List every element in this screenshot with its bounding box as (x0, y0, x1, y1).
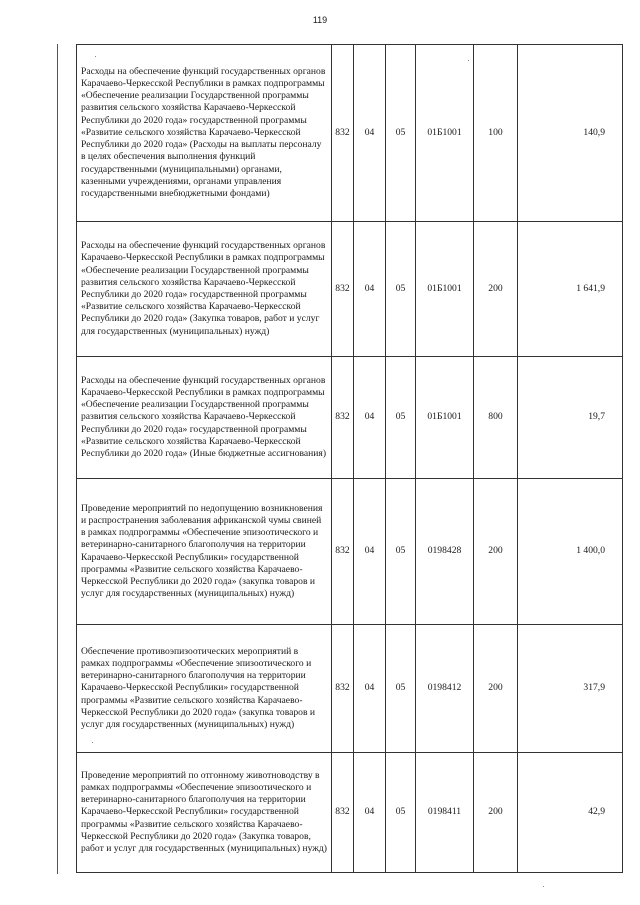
section-code: 04 (354, 222, 386, 357)
row-description: Проведение мероприятий по отгонному животноводству в рамках подпрограммы «Обеспечение эпизоотического и ветеринарно-санитарного благополучия на территории Карачаево-Черкесской Республики» государственной программы «Развитие сельского хозяйства Карачаево-Черкесской Республики до 2020 года» (Закупка товаров, работ и услуг для государственных (муниципальных) нужд) (77, 753, 332, 873)
expense-type-code: 200 (474, 625, 518, 753)
target-article-code: 01Б1001 (416, 357, 474, 479)
target-article-code: 01Б1001 (416, 45, 474, 222)
page-number: 119 (312, 15, 328, 25)
section-code: 04 (354, 357, 386, 479)
subsection-code: 05 (386, 753, 416, 873)
target-article-code: 01Б1001 (416, 222, 474, 357)
ministry-code: 832 (332, 45, 354, 222)
row-description: Расходы на обеспечение функций государственных органов Карачаево-Черкесской Республики в рамках подпрограммы «Обеспечение реализации Государственной программы развития сельского хозяйства Карачаево-Черкесской Республики до 2020 года» государственной программы «Развитие сельского хозяйства Карачаево-Черкесской Республики до 2020 года» (Закупка товаров, работ и услуг для государственных (муниципальных) нужд) (77, 222, 332, 357)
row-description: Расходы на обеспечение функций государственных органов Карачаево-Черкесской Республики в рамках подпрограммы «Обеспечение реализации Государственной программы развития сельского хозяйства Карачаево-Черкесской Республики до 2020 года» государственной программы «Развитие сельского хозяйства Карачаево-Черкесской Республики до 2020 года» (Иные бюджетные ассигнования) (77, 357, 332, 479)
subsection-code: 05 (386, 625, 416, 753)
ministry-code: 832 (332, 357, 354, 479)
subsection-code: 05 (386, 222, 416, 357)
section-code: 04 (354, 45, 386, 222)
expense-type-code: 200 (474, 222, 518, 357)
ministry-code: 832 (332, 222, 354, 357)
expense-type-code: 100 (474, 45, 518, 222)
ministry-code: 832 (332, 753, 354, 873)
target-article-code: 0198412 (416, 625, 474, 753)
scan-speck (468, 60, 469, 61)
expense-type-code: 200 (474, 753, 518, 873)
amount-value: 1 641,9 (518, 222, 623, 357)
section-code: 04 (354, 479, 386, 625)
ministry-code: 832 (332, 625, 354, 753)
amount-value: 317,9 (518, 625, 623, 753)
target-article-code: 0198411 (416, 753, 474, 873)
row-description: Обеспечение противоэпизоотических мероприятий в рамках подпрограммы «Обеспечение эпизоотического и ветеринарно-санитарного благополучия на территории Карачаево-Черкесской Республики» государственной программы «Развитие сельского хозяйства Карачаево-Черкесской Республики до 2020 года» (закупка товаров и услуг для государственных (муниципальных) нужд) (77, 625, 332, 753)
row-description: Расходы на обеспечение функций государственных органов Карачаево-Черкесской Республики в рамках подпрограммы «Обеспечение реализации Государственной программы развития сельского хозяйства Карачаево-Черкесской Республики до 2020 года» государственной программы «Развитие сельского хозяйства Карачаево-Черкесской Республики до 2020 года» (Расходы на выплаты персоналу в целях обеспечения выполнения функций государственными (муниципальными) органами, казенными учреждениями, органами управления государственными внебюджетными фондами) (77, 45, 332, 222)
amount-value: 19,7 (518, 357, 623, 479)
table-row (77, 222, 623, 357)
expense-type-code: 200 (474, 479, 518, 625)
subsection-code: 05 (386, 357, 416, 479)
target-article-code: 0198428 (416, 479, 474, 625)
table-row (77, 357, 623, 479)
scan-speck (95, 56, 96, 57)
scan-speck (543, 886, 544, 887)
table-row (77, 479, 623, 625)
section-code: 04 (354, 753, 386, 873)
left-margin-rule (57, 44, 58, 874)
expense-type-code: 800 (474, 357, 518, 479)
scan-speck (92, 742, 93, 743)
subsection-code: 05 (386, 479, 416, 625)
amount-value: 1 400,0 (518, 479, 623, 625)
subsection-code: 05 (386, 45, 416, 222)
table-row (77, 45, 623, 222)
row-description: Проведение мероприятий по недопущению возникновения и распространения заболевания африканской чумы свиней в рамках подпрограммы «Обеспечение эпизоотического и ветеринарно-санитарного благополучия на территории Карачаево-Черкесской Республики» государственной программы «Развитие сельского хозяйства Карачаево-Черкесской Республики до 2020 года» (закупка товаров и услуг для государственных (муниципальных) нужд) (77, 479, 332, 625)
table-row (77, 753, 623, 873)
ministry-code: 832 (332, 479, 354, 625)
budget-table (76, 44, 623, 873)
section-code: 04 (354, 625, 386, 753)
table-row (77, 625, 623, 753)
amount-value: 42,9 (518, 753, 623, 873)
amount-value: 140,9 (518, 45, 623, 222)
